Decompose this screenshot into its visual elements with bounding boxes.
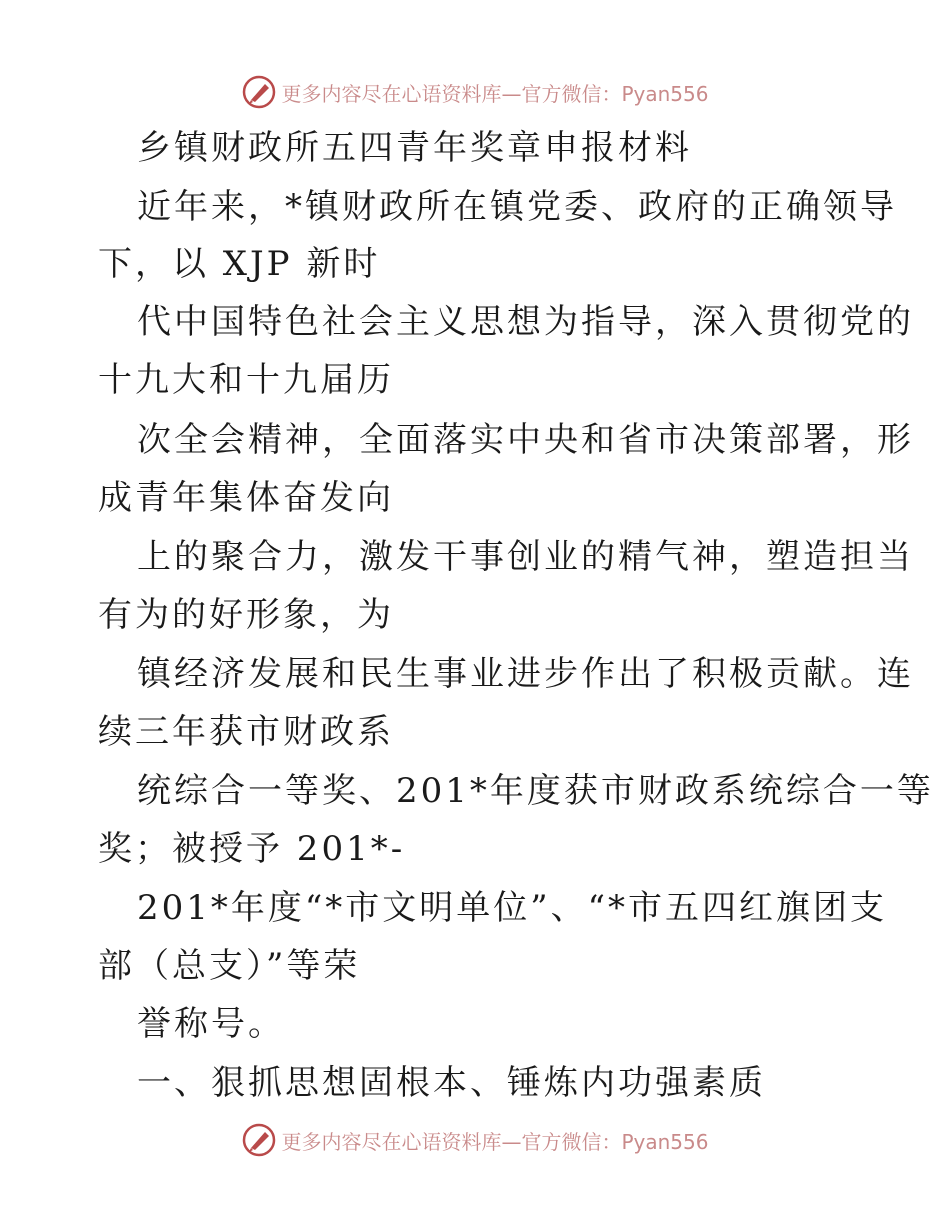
paragraph-line: 十九大和十九届历 bbox=[98, 360, 394, 400]
document-title: 乡镇财政所五四青年奖章申报材料 bbox=[137, 128, 692, 168]
section-heading: 一、狠抓思想固根本、锤炼内功强素质 bbox=[137, 1063, 766, 1103]
paragraph-line: 成青年集体奋发向 bbox=[98, 478, 394, 518]
paragraph-line: 代中国特色社会主义思想为指导，深入贯彻党的 bbox=[137, 302, 914, 342]
paragraph-line: 部（总支）”等荣 bbox=[98, 946, 361, 986]
paragraph-line: 统综合一等奖、201*年度获市财政系统综合一等 bbox=[137, 771, 934, 811]
pen-logo-icon bbox=[241, 1122, 277, 1158]
paragraph-line: 201*年度“*市文明单位”、“*市五四红旗团支 bbox=[137, 888, 888, 928]
pen-logo-icon bbox=[241, 74, 277, 110]
paragraph-line: 次全会精神，全面落实中央和省市决策部署，形 bbox=[137, 420, 914, 460]
watermark-text: 更多内容尽在心语资料库—官方微信：Pyan556 bbox=[281, 81, 709, 106]
paragraph-line: 誉称号。 bbox=[137, 1004, 285, 1044]
paragraph-line: 镇经济发展和民生事业进步作出了积极贡献。连 bbox=[137, 654, 914, 694]
paragraph-line: 续三年获市财政系 bbox=[98, 712, 394, 752]
paragraph-line: 近年来，*镇财政所在镇党委、政府的正确领导 bbox=[137, 187, 897, 227]
watermark-text: 更多内容尽在心语资料库—官方微信：Pyan556 bbox=[281, 1129, 709, 1154]
watermark-footer bbox=[0, 1120, 950, 1160]
paragraph-line: 上的聚合力，激发干事创业的精气神，塑造担当 bbox=[137, 537, 914, 577]
paragraph-line: 下，以 XJP 新时 bbox=[98, 244, 381, 284]
paragraph-line: 奖；被授予 201*- bbox=[98, 829, 406, 869]
paragraph-line: 有为的好形象，为 bbox=[98, 595, 394, 635]
watermark-header bbox=[0, 72, 950, 112]
